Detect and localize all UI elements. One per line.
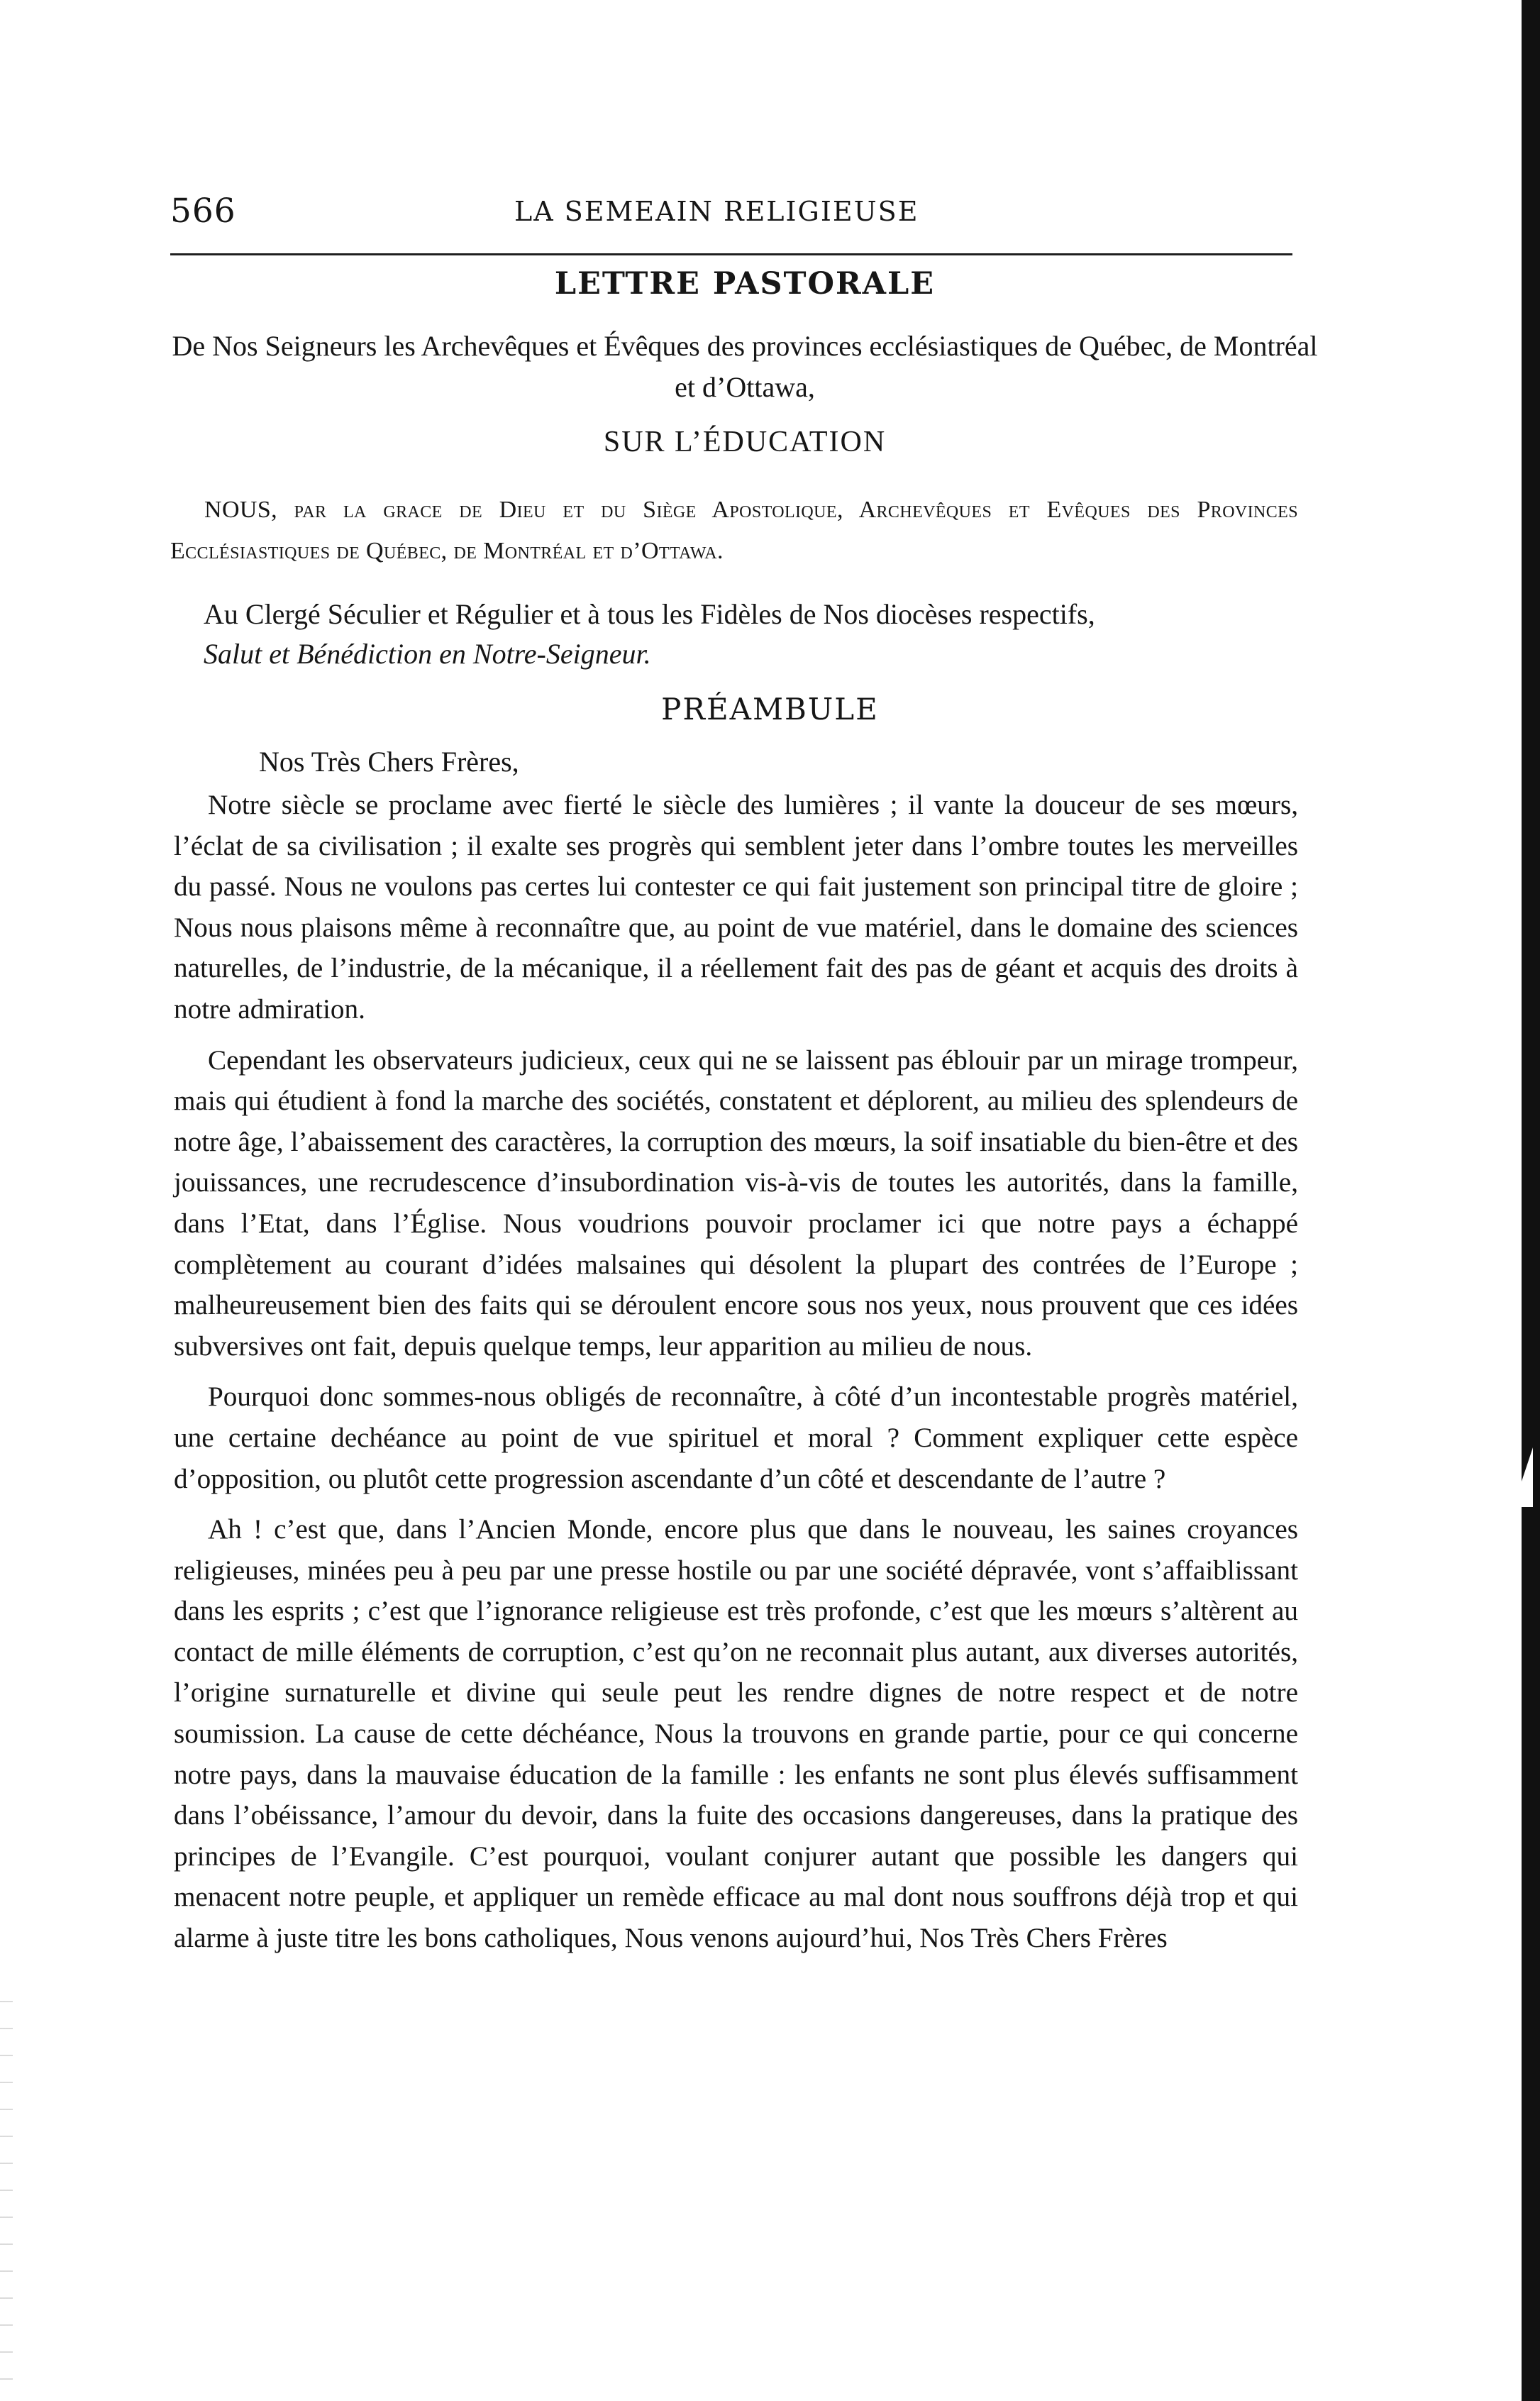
running-title: LA SEMEAIN RELIGIEUSE xyxy=(514,196,919,227)
letter-subtitle: De Nos Seigneurs les Archevêques et Évêques des provinces ecclésiastiques de Québec, de Montréal et d’Ottawa, xyxy=(172,330,1318,403)
nous-declaration: NOUS, par la grace de Dieu et du Siège Apostolique, Archevêques et Evêques des Provinces Ecclésiastiques de Québec, de Montréal et d’Ottawa. xyxy=(170,497,1298,564)
scan-dark-edge xyxy=(1522,0,1540,2401)
preamble-heading: PRÉAMBULE xyxy=(661,692,879,727)
letter-title-block xyxy=(163,266,1326,459)
salutation-plain: Au Clergé Séculier et Régulier et à tous les Fidèles de Nos diocèses respectifs, xyxy=(204,598,1095,630)
paragraph-3: Pourquoi donc sommes-nous obligés de reconnaître, à côté d’un incontestable progrès matériel, une certaine dechéance au point de vue spirituel et moral ? Comment expliquer cette espèce d’opposition, ou plutôt cette progression ascendante d’un côté et descendante de l’autre ? xyxy=(174,1381,1298,1494)
salutation-italic: Salut et Bénédiction en Notre-Seigneur. xyxy=(204,638,651,670)
page-number: 566 xyxy=(170,192,236,231)
greeting: Nos Très Chers Frères, xyxy=(259,746,519,778)
scan-left-noise xyxy=(0,1994,13,2391)
paragraph-1: Notre siècle se proclame avec fierté le siècle des lumières ; il vante la douceur de ses mœurs, l’éclat de sa civilisation ; il exalte ses progrès qui semblent jeter dans l’ombre toutes les merveilles du passé. Nous ne voulons pas certes lui contester ce qui fait justement son principal titre de gloire ; Nous nous plaisons même à reconnaître que, au point de vue matériel, dans le domaine des sciences naturelles, de l’industrie, de la mécanique, il a réellement fait des pas de géant et acquis des droits à notre admiration. xyxy=(174,790,1298,1025)
header-rule xyxy=(170,253,1292,255)
letter-subject: SUR L’ÉDUCATION xyxy=(603,426,887,458)
paragraph-2: Cependant les observateurs judicieux, ceux qui ne se laissent pas éblouir par un mirage trompeur, mais qui étudient à fond la marche des sociétés, constatent et déplorent, au milieu des splendeurs de notre âge, l’abaissement des caractères, la corruption des mœurs, la soif insatiable du bien-être et des jouissances, une recrudescence d’insubordination vis-à-vis de toutes les autorités, dans la famille, dans l’Etat, dans l’Église. Nous voudrions pouvoir proclamer ici que notre pays a échappé complètement au courant d’idées malsaines qui désolent la plupart des contrées de l’Europe ; malheureusement bien des faits qui se déroulent encore sous nos yeux, nous prouvent que ces idées subversives ont fait, depuis quelque temps, leur apparition au milieu de nous. xyxy=(174,1044,1298,1362)
scan-edge-notch xyxy=(1513,1447,1533,1507)
letter-title: LETTRE PASTORALE xyxy=(554,266,936,302)
body-text xyxy=(174,785,1298,1959)
paragraph-4: Ah ! c’est que, dans l’Ancien Monde, encore plus que dans le nouveau, les saines croyances religieuses, minées peu à peu par une presse hostile ou par une société dépravée, vont s’affaiblissant dans les esprits ; c’est que l’ignorance religieuse est très profonde, c’est que les mœurs s’altèrent au contact de mille éléments de corruption, c’est qu’on ne reconnait plus autant, aux diverses autorités, l’origine surnaturelle et divine qui seule peut les rendre dignes de notre respect et de notre soumission. La cause de cette déchéance, Nous la trouvons en grande partie, pour ce qui concerne notre pays, dans la mauvaise éducation de la famille : les enfants ne sont plus élevés suffisamment dans l’obéissance, l’amour du devoir, dans la fuite des occasions dangereuses, dans la pratique des principes de l’Evangile. C’est pourquoi, voulant conjurer autant que possible les dangers qui menacent notre peuple, et appliquer un remède efficace au mal dont nous souffrons déjà trop et qui alarme à juste titre les bons catholiques, Nous venons aujourd’hui, Nos Très Chers Frères xyxy=(174,1514,1298,1954)
salutation xyxy=(204,595,1300,674)
page-header xyxy=(170,186,1291,236)
